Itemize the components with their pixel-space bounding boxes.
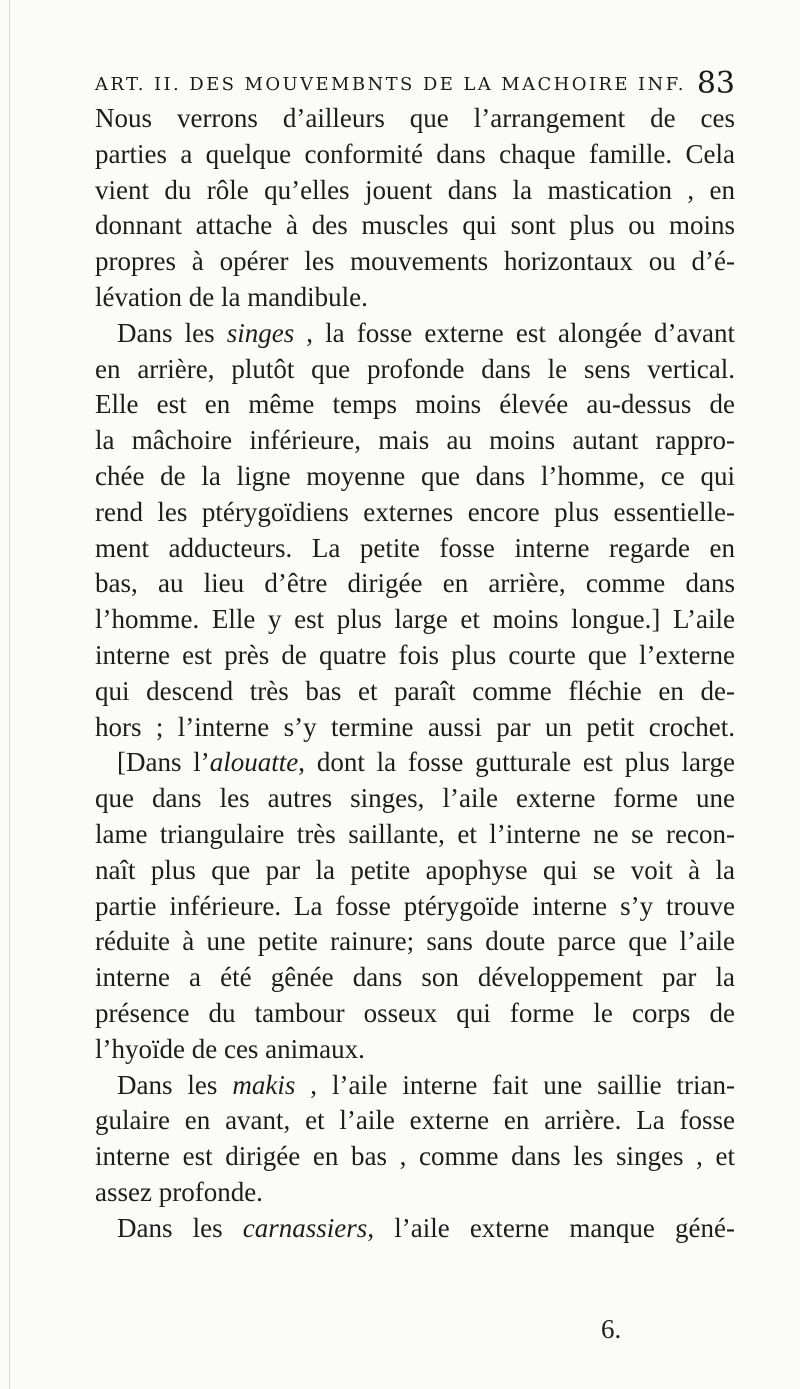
text-line: lévation de la mandibule. [95,281,368,312]
text-line: propres à opérer les mouvements horizontaux ou d’é- [95,246,735,277]
text-line: Elle est en même temps moins élevée au-dessus de [95,389,735,420]
text-line: Nous verrons d’ailleurs que l’arrangement de ces [95,103,735,133]
text-line [95,316,735,352]
text-line: qui descend très bas et paraît comme fléchie en de- [95,675,735,706]
text-line: lame triangulaire très saillante, et l’interne ne se recon- [95,818,735,849]
text-line: bas, au lieu d’être dirigée en arrière, comme dans [95,568,735,599]
text-line: rend les ptérygoïdiens externes encore plus essentielle- [95,496,735,527]
body-text [95,101,735,1247]
text-run: , l’aile interne fait une saillie trian- [295,1069,735,1100]
text-line: l’homme. Elle y est plus large et moins longue.] L’aile [95,604,735,635]
text-line: la mâchoire inférieure, mais au moins autant rappro- [95,425,735,456]
text-line: interne est dirigée en bas , comme dans les singes , et [95,1141,735,1172]
text-line: que dans les autres singes, l’aile externe forme une [95,783,735,814]
text-line: assez profonde. [95,1176,263,1207]
text-run: [Dans l’ [117,747,210,778]
text-line: parties a quelque conformité dans chaque famille. Cela [95,138,735,169]
text-run: Dans les [117,1212,243,1243]
text-line: l’hyoïde de ces animaux. [95,1033,365,1064]
text-line [95,1211,735,1247]
text-line [95,745,735,781]
text-line: donnant attache à des muscles qui sont plus ou moins [95,210,735,241]
text-run: , la fosse externe est alongée d’avant [294,317,736,348]
signature-mark: 6. [601,1314,622,1344]
text-line: interne est près de quatre fois plus courte que l’externe [95,639,735,670]
text-line: gulaire en avant, et l’aile externe en arrière. La fosse [95,1105,735,1136]
text-run: Dans les [117,1069,233,1100]
italic-term: alouatte [209,747,299,778]
page-number: 83 [696,66,735,101]
text-line: chée de la ligne moyenne que dans l’homme, ce qui [95,460,735,491]
page-edge [9,0,10,1389]
text-line: interne a été gênée dans son développement par la [95,962,735,993]
text-line: présence du tambour osseux qui forme le corps de [95,997,735,1028]
text-line: partie inférieure. La fosse ptérygoïde interne s’y trouve [95,890,735,921]
running-title: ART. II. DES MOUVEMBNTS DE LA MACHOIRE INF. [95,74,686,95]
text-run: Dans les [117,317,227,348]
text-line: réduite à une petite rainure; sans doute parce que l’aile [95,926,735,957]
text-line: vient du rôle qu’elles jouent dans la mastication , en [95,174,735,205]
text-line: naît plus que par la petite apophyse qui se voit à la [95,854,735,885]
page-header [95,66,735,101]
text-run: , l’aile externe manque géné- [367,1212,736,1243]
text-line: ment adducteurs. La petite fosse interne regarde en [95,532,735,563]
text-line [95,1068,735,1104]
text-line: en arrière, plutôt que profonde dans le sens vertical. [95,353,735,384]
italic-term: carnassiers [242,1212,368,1243]
italic-term: singes [226,317,295,348]
italic-term: makis [232,1069,296,1100]
text-line: hors ; l’interne s’y termine aussi par un petit crochet. [95,711,735,742]
text-run: , dont la fosse gutturale est plus large [298,747,735,778]
